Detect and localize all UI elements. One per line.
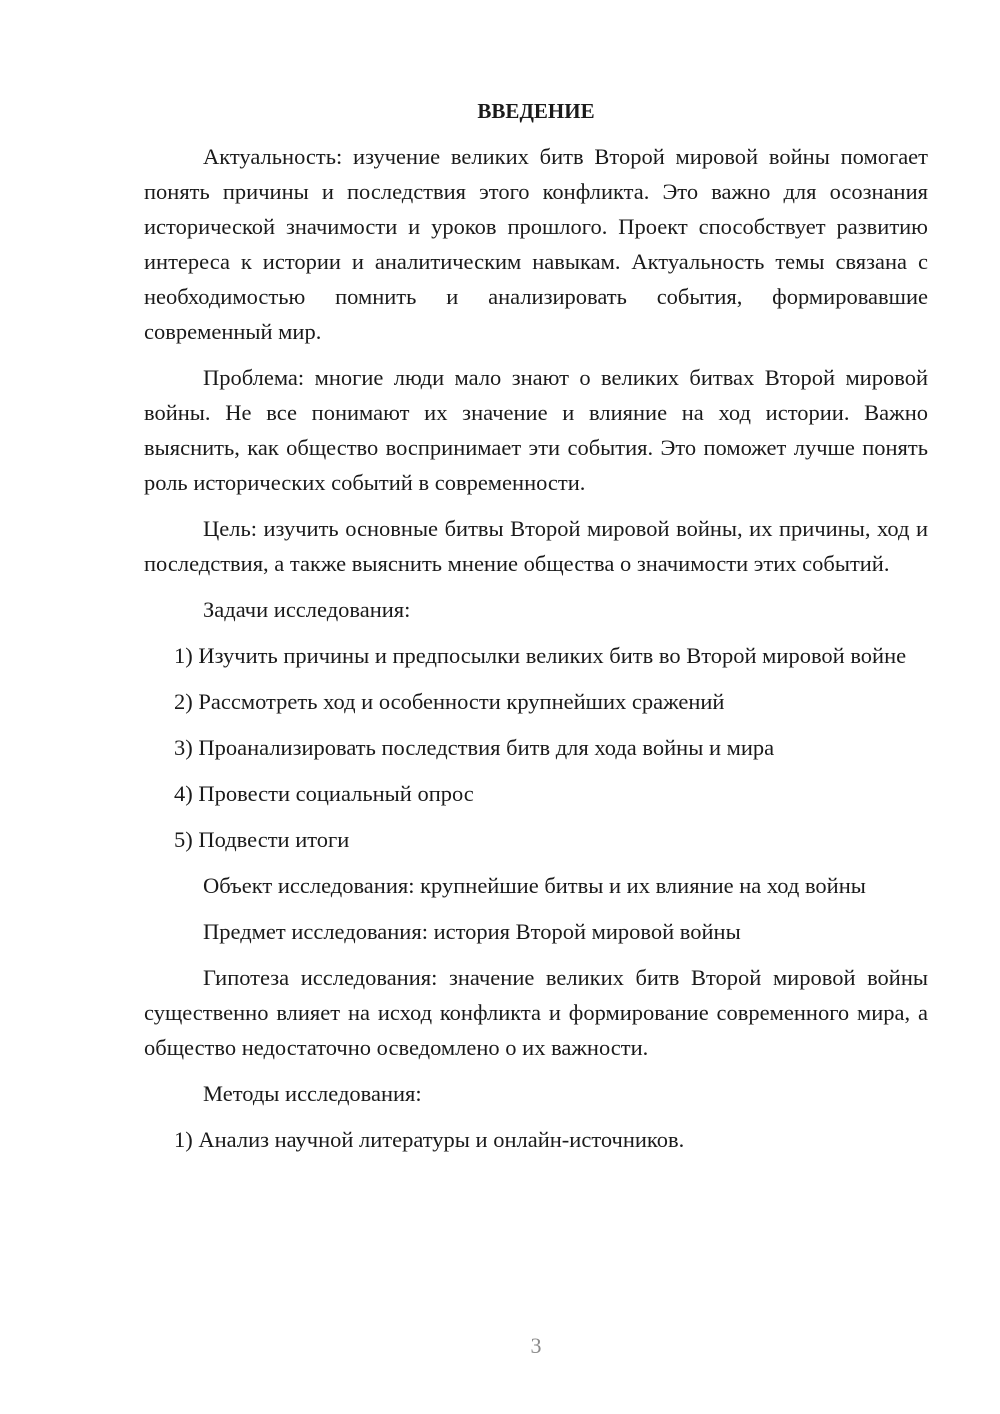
paragraph-problem: Проблема: многие люди мало знают о великих битвах Второй мировой войны. Не все понимают их значение и влияние на ход истории. Важно выяснить, как общество воспринимает эти события. Это поможет лучше понять роль исторических событий в современности.: [144, 365, 928, 495]
page-title: ВВЕДЕНИЕ: [477, 99, 595, 123]
paragraph-hypothesis: Гипотеза исследования: значение великих битв Второй мировой войны существенно влияет на исход конфликта и формирование современного мира, а общество недостаточно осведомлено о их важности.: [144, 965, 928, 1060]
methods-heading: Методы исследования:: [203, 1081, 422, 1106]
paragraph-relevance: Актуальность: изучение великих битв Второй мировой войны помогает понять причины и последствия этого конфликта. Это важно для осознания исторической значимости и уроков прошлого. Проект способствует развитию интереса к истории и аналитическим навыкам. Актуальность темы связана с необходимостью помнить и анализировать события, формировавшие современный мир.: [144, 144, 928, 344]
paragraph-object: Объект исследования: крупнейшие битвы и их влияние на ход войны: [203, 873, 866, 898]
paragraph-goal: Цель: изучить основные битвы Второй мировой войны, их причины, ход и последствия, а также выяснить мнение общества о значимости этих событий.: [144, 516, 928, 576]
task-item: 1) Изучить причины и предпосылки великих битв во Второй мировой войне: [174, 643, 907, 668]
task-item: 3) Проанализировать последствия битв для хода войны и мира: [174, 735, 775, 760]
task-item: 5) Подвести итоги: [174, 827, 350, 852]
task-item: 2) Рассмотреть ход и особенности крупнейших сражений: [174, 689, 725, 714]
task-item: 4) Провести социальный опрос: [174, 781, 474, 806]
page-content: [144, 94, 928, 1168]
paragraph-subject: Предмет исследования: история Второй мировой войны: [203, 919, 741, 944]
method-item: 1) Анализ научной литературы и онлайн-источников.: [174, 1127, 685, 1152]
page-number: 3: [530, 1333, 542, 1358]
tasks-heading: Задачи исследования:: [203, 597, 411, 622]
